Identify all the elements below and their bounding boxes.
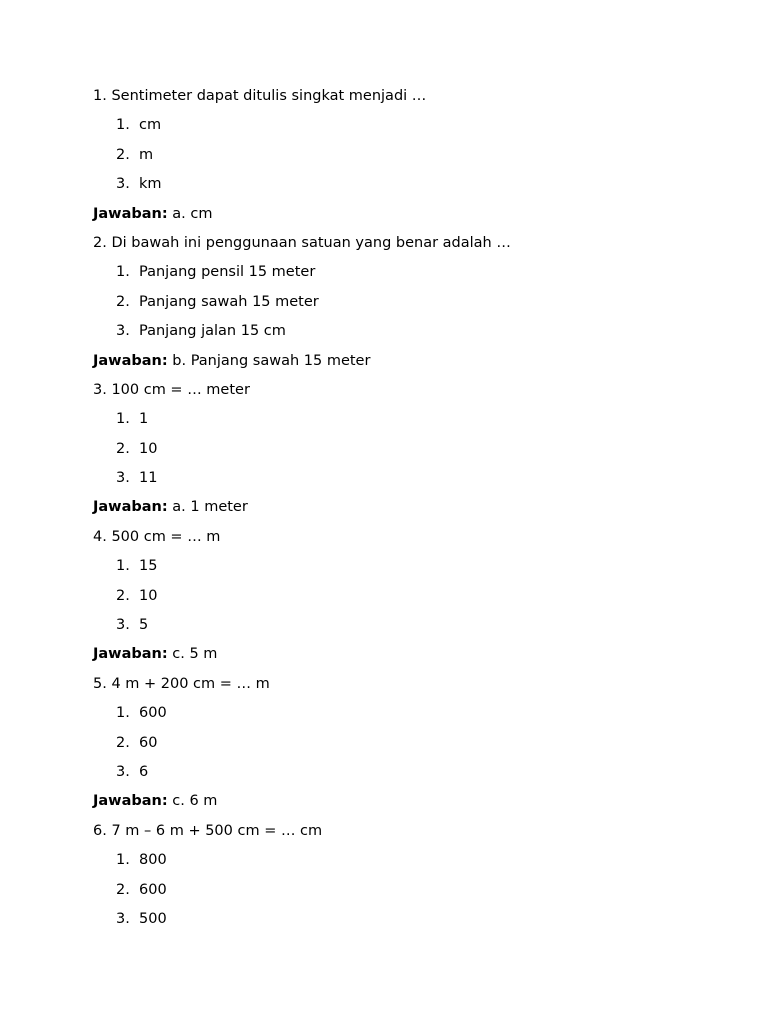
option-text: km bbox=[139, 176, 162, 193]
question-text: 2. Di bawah ini penggunaan satuan yang benar adalah … bbox=[93, 234, 511, 251]
option-item bbox=[93, 114, 733, 143]
option-text: 600 bbox=[139, 881, 167, 898]
option-item bbox=[93, 291, 733, 320]
option-number: 2. bbox=[116, 881, 130, 898]
question-text: 6. 7 m – 6 m + 500 cm = … cm bbox=[93, 822, 323, 839]
option-item bbox=[93, 467, 733, 496]
option-item bbox=[93, 732, 733, 761]
option-item bbox=[93, 144, 733, 173]
option-text: 10 bbox=[139, 587, 158, 604]
option-item bbox=[93, 408, 733, 437]
option-item bbox=[93, 173, 733, 202]
option-item bbox=[93, 879, 733, 908]
option-number: 1. bbox=[116, 852, 130, 869]
option-number: 3. bbox=[116, 176, 130, 193]
option-number: 2. bbox=[116, 440, 130, 457]
option-number: 1. bbox=[116, 411, 130, 428]
answer-text: a. cm bbox=[172, 205, 213, 222]
answer-label: Jawaban: bbox=[93, 793, 168, 810]
answer-text: c. 5 m bbox=[172, 646, 218, 663]
option-text: cm bbox=[139, 117, 162, 134]
option-text: 15 bbox=[139, 558, 158, 575]
option-number: 2. bbox=[116, 587, 130, 604]
option-number: 1. bbox=[116, 705, 130, 722]
option-number: 1. bbox=[116, 117, 130, 134]
option-text: 1 bbox=[139, 411, 149, 428]
option-item bbox=[93, 320, 733, 349]
option-number: 2. bbox=[116, 146, 130, 163]
option-text: Panjang sawah 15 meter bbox=[139, 293, 319, 310]
option-text: 800 bbox=[139, 852, 167, 869]
option-item bbox=[93, 908, 733, 937]
option-text: m bbox=[139, 146, 154, 163]
option-number: 3. bbox=[116, 617, 130, 634]
answer-label: Jawaban: bbox=[93, 646, 168, 663]
option-item bbox=[93, 585, 733, 614]
option-item bbox=[93, 438, 733, 467]
question-list bbox=[93, 85, 733, 937]
option-text: 500 bbox=[139, 910, 167, 927]
option-number: 3. bbox=[116, 763, 130, 780]
answer-text: b. Panjang sawah 15 meter bbox=[172, 352, 371, 369]
option-text: 60 bbox=[139, 734, 158, 751]
option-text: 10 bbox=[139, 440, 158, 457]
option-number: 3. bbox=[116, 470, 130, 487]
answer-line bbox=[93, 496, 733, 525]
option-number: 3. bbox=[116, 910, 130, 927]
option-text: Panjang pensil 15 meter bbox=[139, 264, 316, 281]
question-text: 5. 4 m + 200 cm = … m bbox=[93, 675, 270, 692]
question-text: 3. 100 cm = … meter bbox=[93, 381, 250, 398]
answer-line bbox=[93, 643, 733, 672]
question-text: 4. 500 cm = … m bbox=[93, 528, 221, 545]
question-text: 1. Sentimeter dapat ditulis singkat menjadi … bbox=[93, 88, 427, 104]
option-number: 1. bbox=[116, 558, 130, 575]
option-number: 1. bbox=[116, 264, 130, 281]
option-number: 2. bbox=[116, 734, 130, 751]
answer-line bbox=[93, 350, 733, 379]
option-item bbox=[93, 261, 733, 290]
option-number: 2. bbox=[116, 293, 130, 310]
option-text: 600 bbox=[139, 705, 167, 722]
option-text: 5 bbox=[139, 617, 149, 634]
answer-text: c. 6 m bbox=[172, 793, 218, 810]
answer-text: a. 1 meter bbox=[172, 499, 248, 516]
option-item bbox=[93, 702, 733, 731]
option-text: Panjang jalan 15 cm bbox=[139, 323, 286, 340]
option-number: 3. bbox=[116, 323, 130, 340]
option-item bbox=[93, 761, 733, 790]
option-item bbox=[93, 849, 733, 878]
answer-label: Jawaban: bbox=[93, 352, 168, 369]
answer-line bbox=[93, 790, 733, 819]
answer-label: Jawaban: bbox=[93, 205, 168, 222]
option-item bbox=[93, 614, 733, 643]
answer-label: Jawaban: bbox=[93, 499, 168, 516]
answer-line bbox=[93, 203, 733, 232]
option-item bbox=[93, 555, 733, 584]
option-text: 11 bbox=[139, 470, 158, 487]
option-text: 6 bbox=[139, 763, 149, 780]
